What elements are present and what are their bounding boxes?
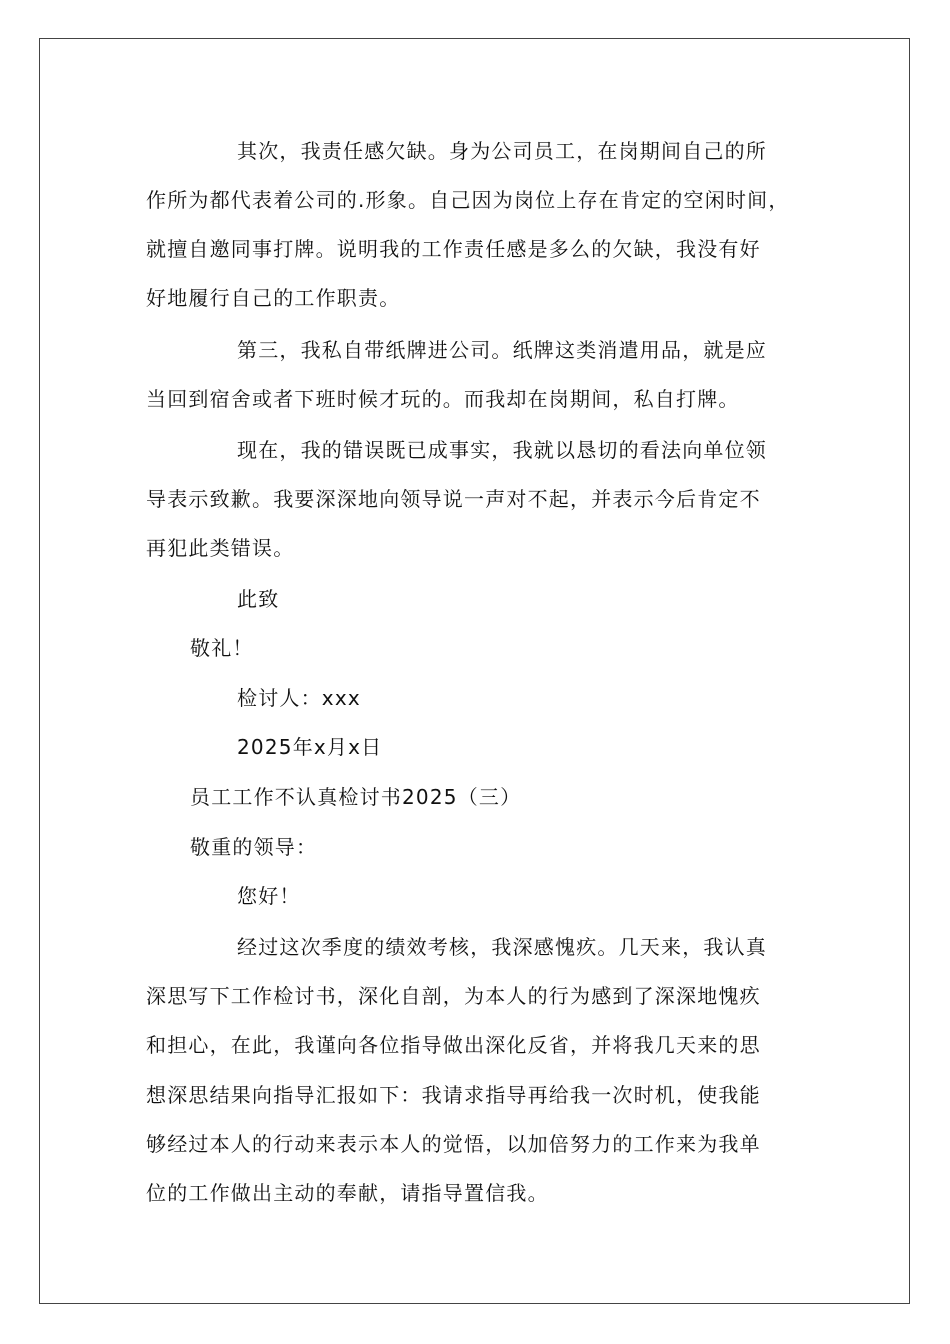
paragraph-4-line-4: 想深思结果向指导汇报如下：我请求指导再给我一次时机，使我能 [146, 1083, 761, 1107]
paragraph-4-line-3: 和担心，在此，我谨向各位指导做出深化反省，并将我几天来的思 [146, 1033, 761, 1057]
greeting-line: 敬重的领导： [190, 835, 318, 859]
paragraph-1-line-3: 就擅自邀同事打牌。说明我的工作责任感是多么的欠缺，我没有好 [146, 237, 761, 261]
paragraph-1-line-1: 其次，我责任感欠缺。身为公司员工，在岗期间自己的所 [237, 139, 767, 163]
paragraph-1-line-4: 好地履行自己的工作职责。 [146, 286, 401, 310]
paragraph-3-line-2: 导表示致歉。我要深深地向领导说一声对不起，并表示今后肯定不 [146, 487, 761, 511]
paragraph-3-line-1: 现在，我的错误既已成事实，我就以恳切的看法向单位领 [237, 438, 767, 462]
paragraph-1-line-2: 作所为都代表着公司的.形象。自己因为岗位上存在肯定的空闲时间， [146, 188, 790, 212]
paragraph-3-line-3: 再犯此类错误。 [146, 536, 295, 560]
closing-salutation: 此致 [237, 587, 280, 611]
paragraph-4-line-1: 经过这次季度的绩效考核，我深感愧疚。几天来，我认真 [237, 935, 767, 959]
closing-respect: 敬礼！ [190, 636, 254, 660]
greeting-hello: 您好！ [237, 884, 301, 908]
paragraph-4-line-2: 深思写下工作检讨书，深化自剖，为本人的行为感到了深深地愧疚 [146, 984, 761, 1008]
paragraph-2-line-1: 第三，我私自带纸牌进公司。纸牌这类消遣用品，就是应 [237, 338, 767, 362]
paragraph-2-line-2: 当回到宿舍或者下班时候才玩的。而我却在岗期间，私自打牌。 [146, 387, 740, 411]
signature-line: 检讨人：xxx [237, 686, 361, 710]
section-title: 员工工作不认真检讨书2025（三） [190, 785, 522, 809]
paragraph-4-line-6: 位的工作做出主动的奉献，请指导置信我。 [146, 1181, 549, 1205]
paragraph-4-line-5: 够经过本人的行动来表示本人的觉悟，以加倍努力的工作来为我单 [146, 1132, 761, 1156]
date-line: 2025年x月x日 [237, 735, 383, 759]
